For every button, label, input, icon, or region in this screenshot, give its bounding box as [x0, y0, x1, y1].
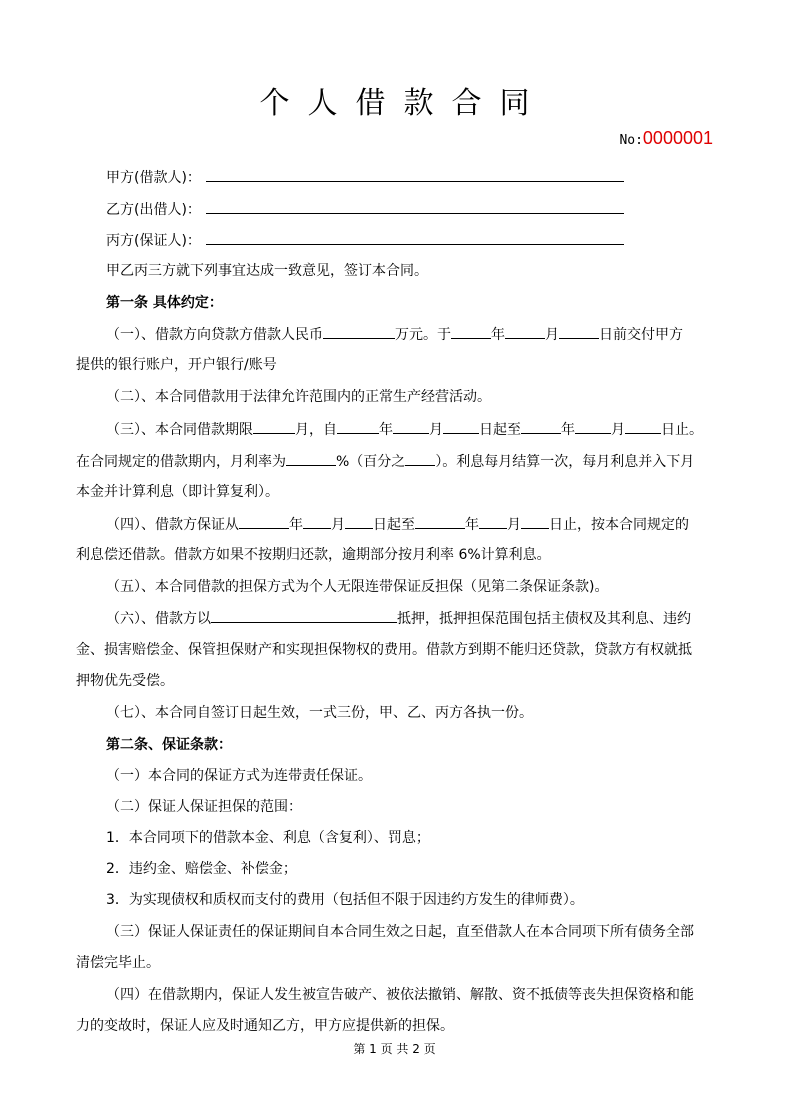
clause-4-text-b: 年 [289, 517, 303, 533]
term-end-day-blank[interactable] [625, 419, 661, 434]
clause-3-text-d: 月 [429, 422, 443, 438]
clause-6-text-a: （六）、借款方以 [106, 611, 211, 627]
party-borrower-line [106, 166, 624, 188]
party-lender-label: 乙方(出借人)： [106, 202, 201, 218]
party-borrower-field[interactable] [206, 166, 624, 182]
clause-1-text-c: 年 [491, 327, 505, 343]
document-number [619, 128, 713, 149]
party-borrower-label: 甲方(借款人)： [106, 170, 201, 186]
clause-4-text-a: （四）、借款方保证从 [106, 517, 239, 533]
party-lender-line [106, 198, 624, 220]
guarantee-scope-item-1: 1．本合同项下的借款本金、利息（含复利）、罚息； [106, 830, 430, 846]
clause-6-text-b: 抵押，抵押担保范围包括主债权及其利息、违约 [397, 611, 691, 627]
article-2-title: 第二条、保证条款： [106, 737, 232, 753]
monthly-rate-blank[interactable] [286, 451, 336, 466]
guarantee-clause-4-line-1: （四）在借款期内，保证人发生被宣告破产、被依法撤销、解散、资不抵债等丧失担保资格和能 [106, 987, 694, 1003]
clause-1-text-a: （一）、借款方向贷款方借款人民币 [106, 327, 323, 343]
guarantee-clause-3-line-1: （三）保证人保证责任的保证期间自本合同生效之日起，直至借款人在本合同项下所有债务全部 [106, 924, 694, 940]
clause-3-line-3: 本金并计算利息（即计算复利）。 [76, 484, 279, 500]
clause-3-text-i: 在合同规定的借款期内，月利率为 [76, 454, 286, 470]
clause-5: （五）、本合同借款的担保方式为个人无限连带保证反担保（见第二条保证条款)。 [106, 579, 609, 595]
rate-words-blank[interactable] [405, 451, 435, 466]
clause-3-text-a: （三）、本合同借款期限 [106, 422, 253, 438]
collateral-blank[interactable] [211, 608, 397, 623]
delivery-day-blank[interactable] [559, 324, 599, 339]
clause-1-line-2: 提供的银行账户，开户银行/账号 [76, 357, 277, 373]
repay-end-year-blank[interactable] [415, 514, 465, 529]
clause-3-text-b: 月，自 [295, 422, 337, 438]
guarantee-clause-2: （二）保证人保证担保的范围： [106, 799, 302, 815]
term-start-year-blank[interactable] [337, 419, 379, 434]
intro-text: 甲乙丙三方就下列事宜达成一致意见，签订本合同。 [106, 263, 428, 279]
party-guarantor-field[interactable] [206, 229, 624, 245]
clause-3-text-k: ）。利息每月结算一次，每月利息并入下月 [435, 454, 695, 470]
loan-amount-blank[interactable] [323, 324, 395, 339]
party-guarantor-line [106, 229, 624, 251]
clause-1-line-1 [106, 324, 683, 345]
term-start-day-blank[interactable] [443, 419, 479, 434]
clause-1-text-e: 日前交付甲方 [599, 327, 683, 343]
guarantee-clause-3-line-2: 清偿完毕止。 [76, 955, 160, 971]
doc-number-value: 0000001 [642, 128, 713, 148]
delivery-month-blank[interactable] [505, 324, 545, 339]
clause-3-text-e: 日起至 [479, 422, 521, 438]
clause-3-text-f: 年 [561, 422, 575, 438]
clause-7: （七）、本合同自签订日起生效，一式三份，甲、乙、丙方各执一份。 [106, 705, 533, 721]
clause-4-text-d: 日起至 [373, 517, 415, 533]
clause-4-line-1 [106, 514, 689, 535]
term-end-month-blank[interactable] [575, 419, 611, 434]
party-guarantor-label: 丙方(保证人)： [106, 233, 201, 249]
document-title: 个人借款合同 [259, 86, 548, 121]
clause-2: （二）、本合同借款用于法律允许范围内的正常生产经营活动。 [106, 389, 491, 405]
clause-4-line-2: 利息偿还借款。借款方如果不按期归还款，逾期部分按月利率 6%计算利息。 [76, 547, 551, 563]
repay-end-month-blank[interactable] [479, 514, 507, 529]
repay-start-day-blank[interactable] [345, 514, 373, 529]
clause-1-text-b: 万元。于 [395, 327, 451, 343]
clause-4-text-e: 年 [465, 517, 479, 533]
clause-1-text-d: 月 [545, 327, 559, 343]
repay-start-month-blank[interactable] [303, 514, 331, 529]
clause-3-line-2 [76, 451, 694, 472]
party-lender-field[interactable] [206, 198, 624, 214]
term-months-blank[interactable] [253, 419, 295, 434]
doc-number-label: No: [619, 133, 643, 148]
clause-3-text-j: %（百分之 [336, 454, 406, 470]
clause-4-text-c: 月 [331, 517, 345, 533]
term-end-year-blank[interactable] [521, 419, 561, 434]
delivery-year-blank[interactable] [451, 324, 491, 339]
guarantee-clause-4-line-2: 力的变故时，保证人应及时通知乙方，甲方应提供新的担保。 [76, 1018, 454, 1034]
term-start-month-blank[interactable] [393, 419, 429, 434]
clause-3-text-g: 月 [611, 422, 625, 438]
clause-6-line-2: 金、损害赔偿金、保管担保财产和实现担保物权的费用。借款方到期不能归还贷款，贷款方有权就抵 [76, 642, 692, 658]
guarantee-clause-1: （一）本合同的保证方式为连带责任保证。 [106, 768, 372, 784]
article-1-title: 第一条 具体约定： [106, 295, 223, 311]
page-footer: 第 1 页 共 2 页 [353, 1042, 436, 1056]
guarantee-scope-item-3: 3．为实现债权和质权而支付的费用（包括但不限于因违约方发生的律师费）。 [106, 892, 584, 908]
clause-6-line-3: 押物优先受偿。 [76, 673, 174, 689]
clause-4-text-f: 月 [507, 517, 521, 533]
clause-3-text-h: 日止。 [661, 422, 703, 438]
clause-3-line-1 [106, 419, 703, 440]
clause-3-text-c: 年 [379, 422, 393, 438]
clause-6-line-1 [106, 608, 691, 629]
clause-4-text-g: 日止，按本合同规定的 [549, 517, 689, 533]
guarantee-scope-item-2: 2．违约金、赔偿金、补偿金； [106, 861, 297, 877]
repay-start-year-blank[interactable] [239, 514, 289, 529]
repay-end-day-blank[interactable] [521, 514, 549, 529]
